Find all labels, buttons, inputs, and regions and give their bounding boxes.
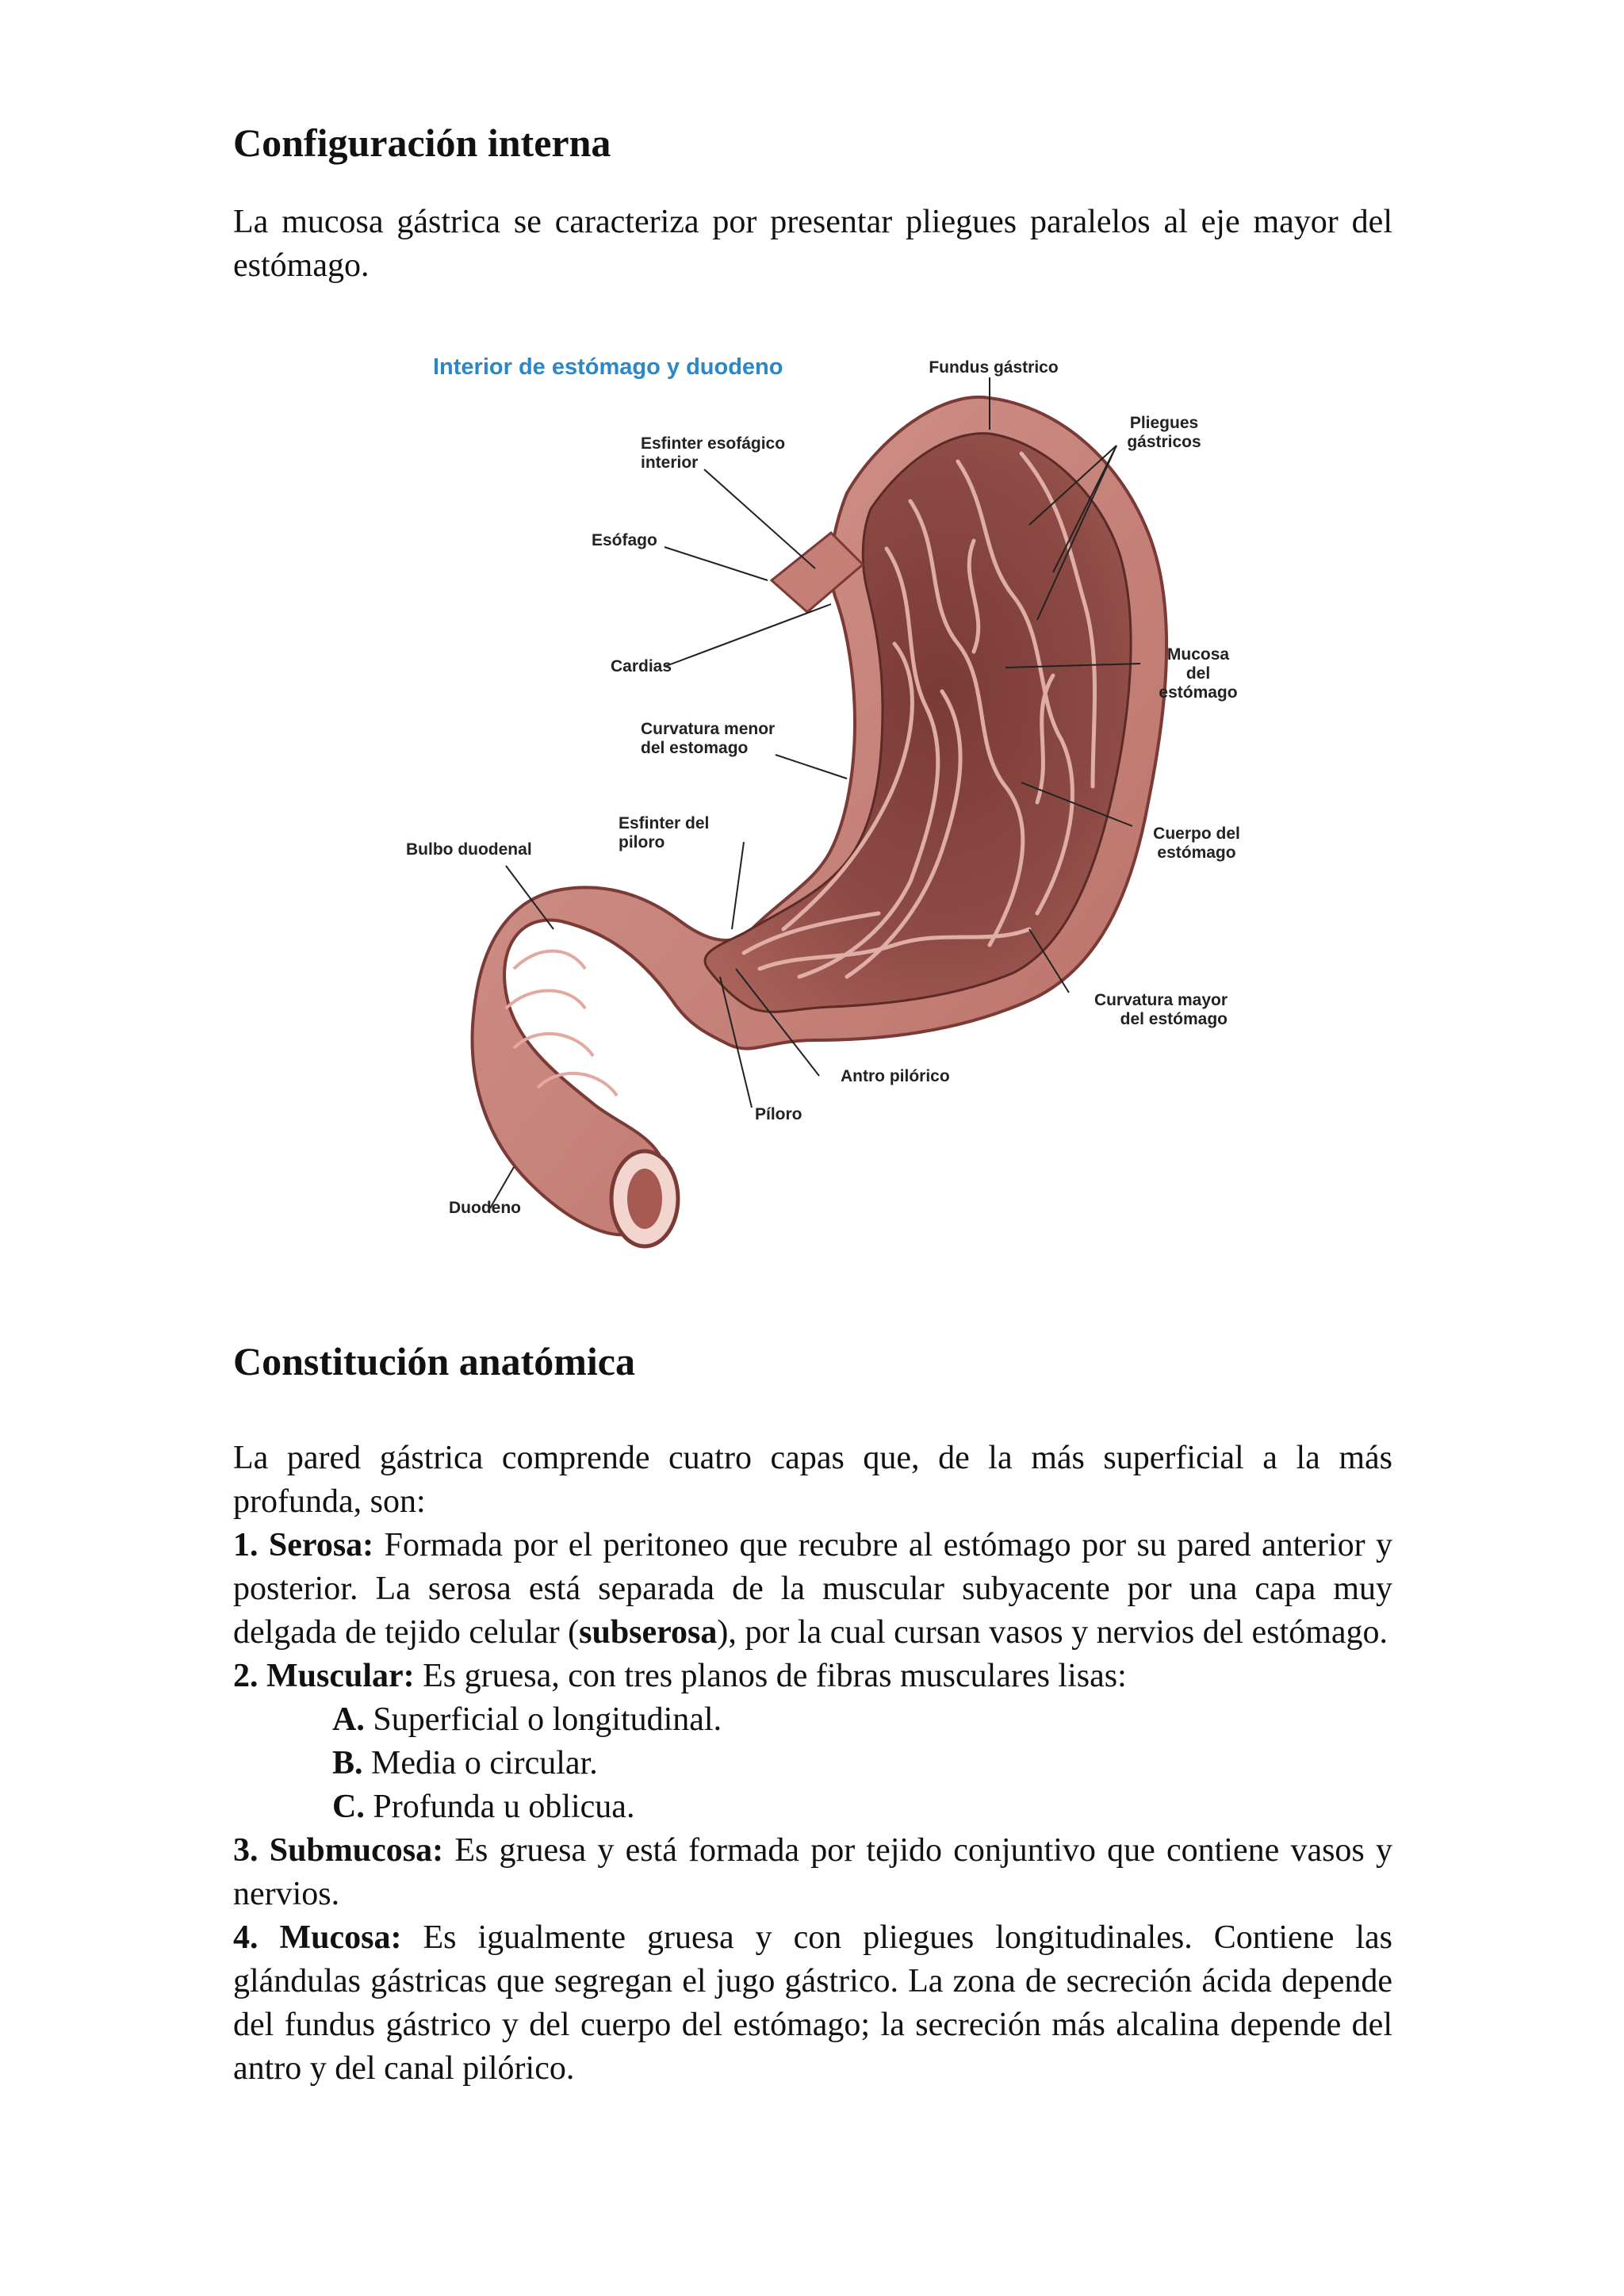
sublayer-c [233,1785,1392,1829]
label-esfinter-piloro-2: piloro [619,833,665,851]
layer-text: Es igualmente gruesa y con pliegues longitudinales. Contiene las glándulas gástricas que segregan el jugo gástrico. La zona de secreción ácida depende del fundus gástrico y del cuerpo del estómago; la secreción más alcalina depende del antro y del canal pilórico. [233,1919,1392,2087]
layer-label: 3. Submucosa: [233,1832,444,1869]
layer-label: 1. Serosa: [233,1527,374,1563]
sublayer-label: B. [332,1745,363,1781]
label-cardias: Cardias [611,657,672,675]
layer-text: Es gruesa, con tres planos de fibras musculares lisas: [414,1658,1127,1694]
layer-submucosa [233,1829,1392,1916]
section-title: Configuración interna [233,121,611,165]
layer-serosa [233,1524,1392,1655]
layer-mucosa [233,1916,1392,2091]
label-mucosa-2: del [1185,664,1211,683]
label-mucosa: Mucosa [1166,645,1230,664]
figure-title: Interior de estómago y duodeno [433,354,783,380]
stomach-illustration [403,342,1251,1262]
label-piloro: Píloro [755,1105,802,1123]
label-curvatura-menor-2: del estomago [641,739,749,757]
label-bulbo-duodenal: Bulbo duodenal [406,840,532,859]
layer-text: Es gruesa y está formada por tejido conjuntivo que contiene vasos y nervios. [233,1832,1392,1912]
label-esfinter-esofagico-2: interior [641,453,699,472]
label-esfinter-esofagico: Esfinter esofágico [641,434,786,453]
intro-paragraph: La pared gástrica comprende cuatro capas que, de la más superficial a la más profunda, son: [233,1440,1392,1520]
label-curvatura-mayor: Curvatura mayor [1094,991,1228,1009]
label-cuerpo-2: estómago [1157,844,1236,862]
label-antro: Antro pilórico [841,1067,950,1085]
label-pliegues: Pliegues [1129,414,1199,432]
sublayer-text: Superficial o longitudinal. [364,1701,722,1738]
label-esfinter-piloro: Esfinter del [619,814,710,832]
layer-muscular [233,1655,1392,1698]
label-curvatura-menor: Curvatura menor [641,720,776,738]
label-duodeno: Duodeno [449,1199,521,1217]
layer-text: Formada por el peritoneo que recubre al estómago por su pared anterior y posterior. La serosa está separada de la muscular subyacente por una capa muy delgada de tejido celular ( [233,1527,1392,1651]
sublayer-label: A. [332,1701,365,1738]
label-pliegues-2: gástricos [1127,433,1201,451]
section-title: Constitución anatómica [233,1339,635,1383]
label-fundus: Fundus gástrico [929,358,1059,377]
duodenum-lumen [627,1169,662,1229]
layer-label: 2. Muscular: [233,1658,415,1694]
layer-text: ), por la cual cursan vasos y nervios del estómago. [717,1614,1388,1651]
sublayer-b [233,1742,1392,1785]
paragraph: La mucosa gástrica se caracteriza por presentar pliegues paralelos al eje mayor del estómago. [233,204,1392,284]
layer-emphasis: subserosa [579,1614,718,1651]
sublayer-label: C. [332,1789,365,1825]
label-mucosa-3: estómago [1159,683,1238,702]
sublayer-text: Profunda u oblicua. [364,1789,635,1825]
label-cuerpo: Cuerpo del [1153,825,1240,843]
layer-label: 4. Mucosa: [233,1919,402,1956]
label-esofago: Esófago [592,531,657,549]
label-curvatura-mayor-2: del estómago [1120,1010,1228,1028]
sublayer-text: Media o circular. [362,1745,598,1781]
section-body [233,1437,1392,2091]
sublayer-a [233,1698,1392,1742]
